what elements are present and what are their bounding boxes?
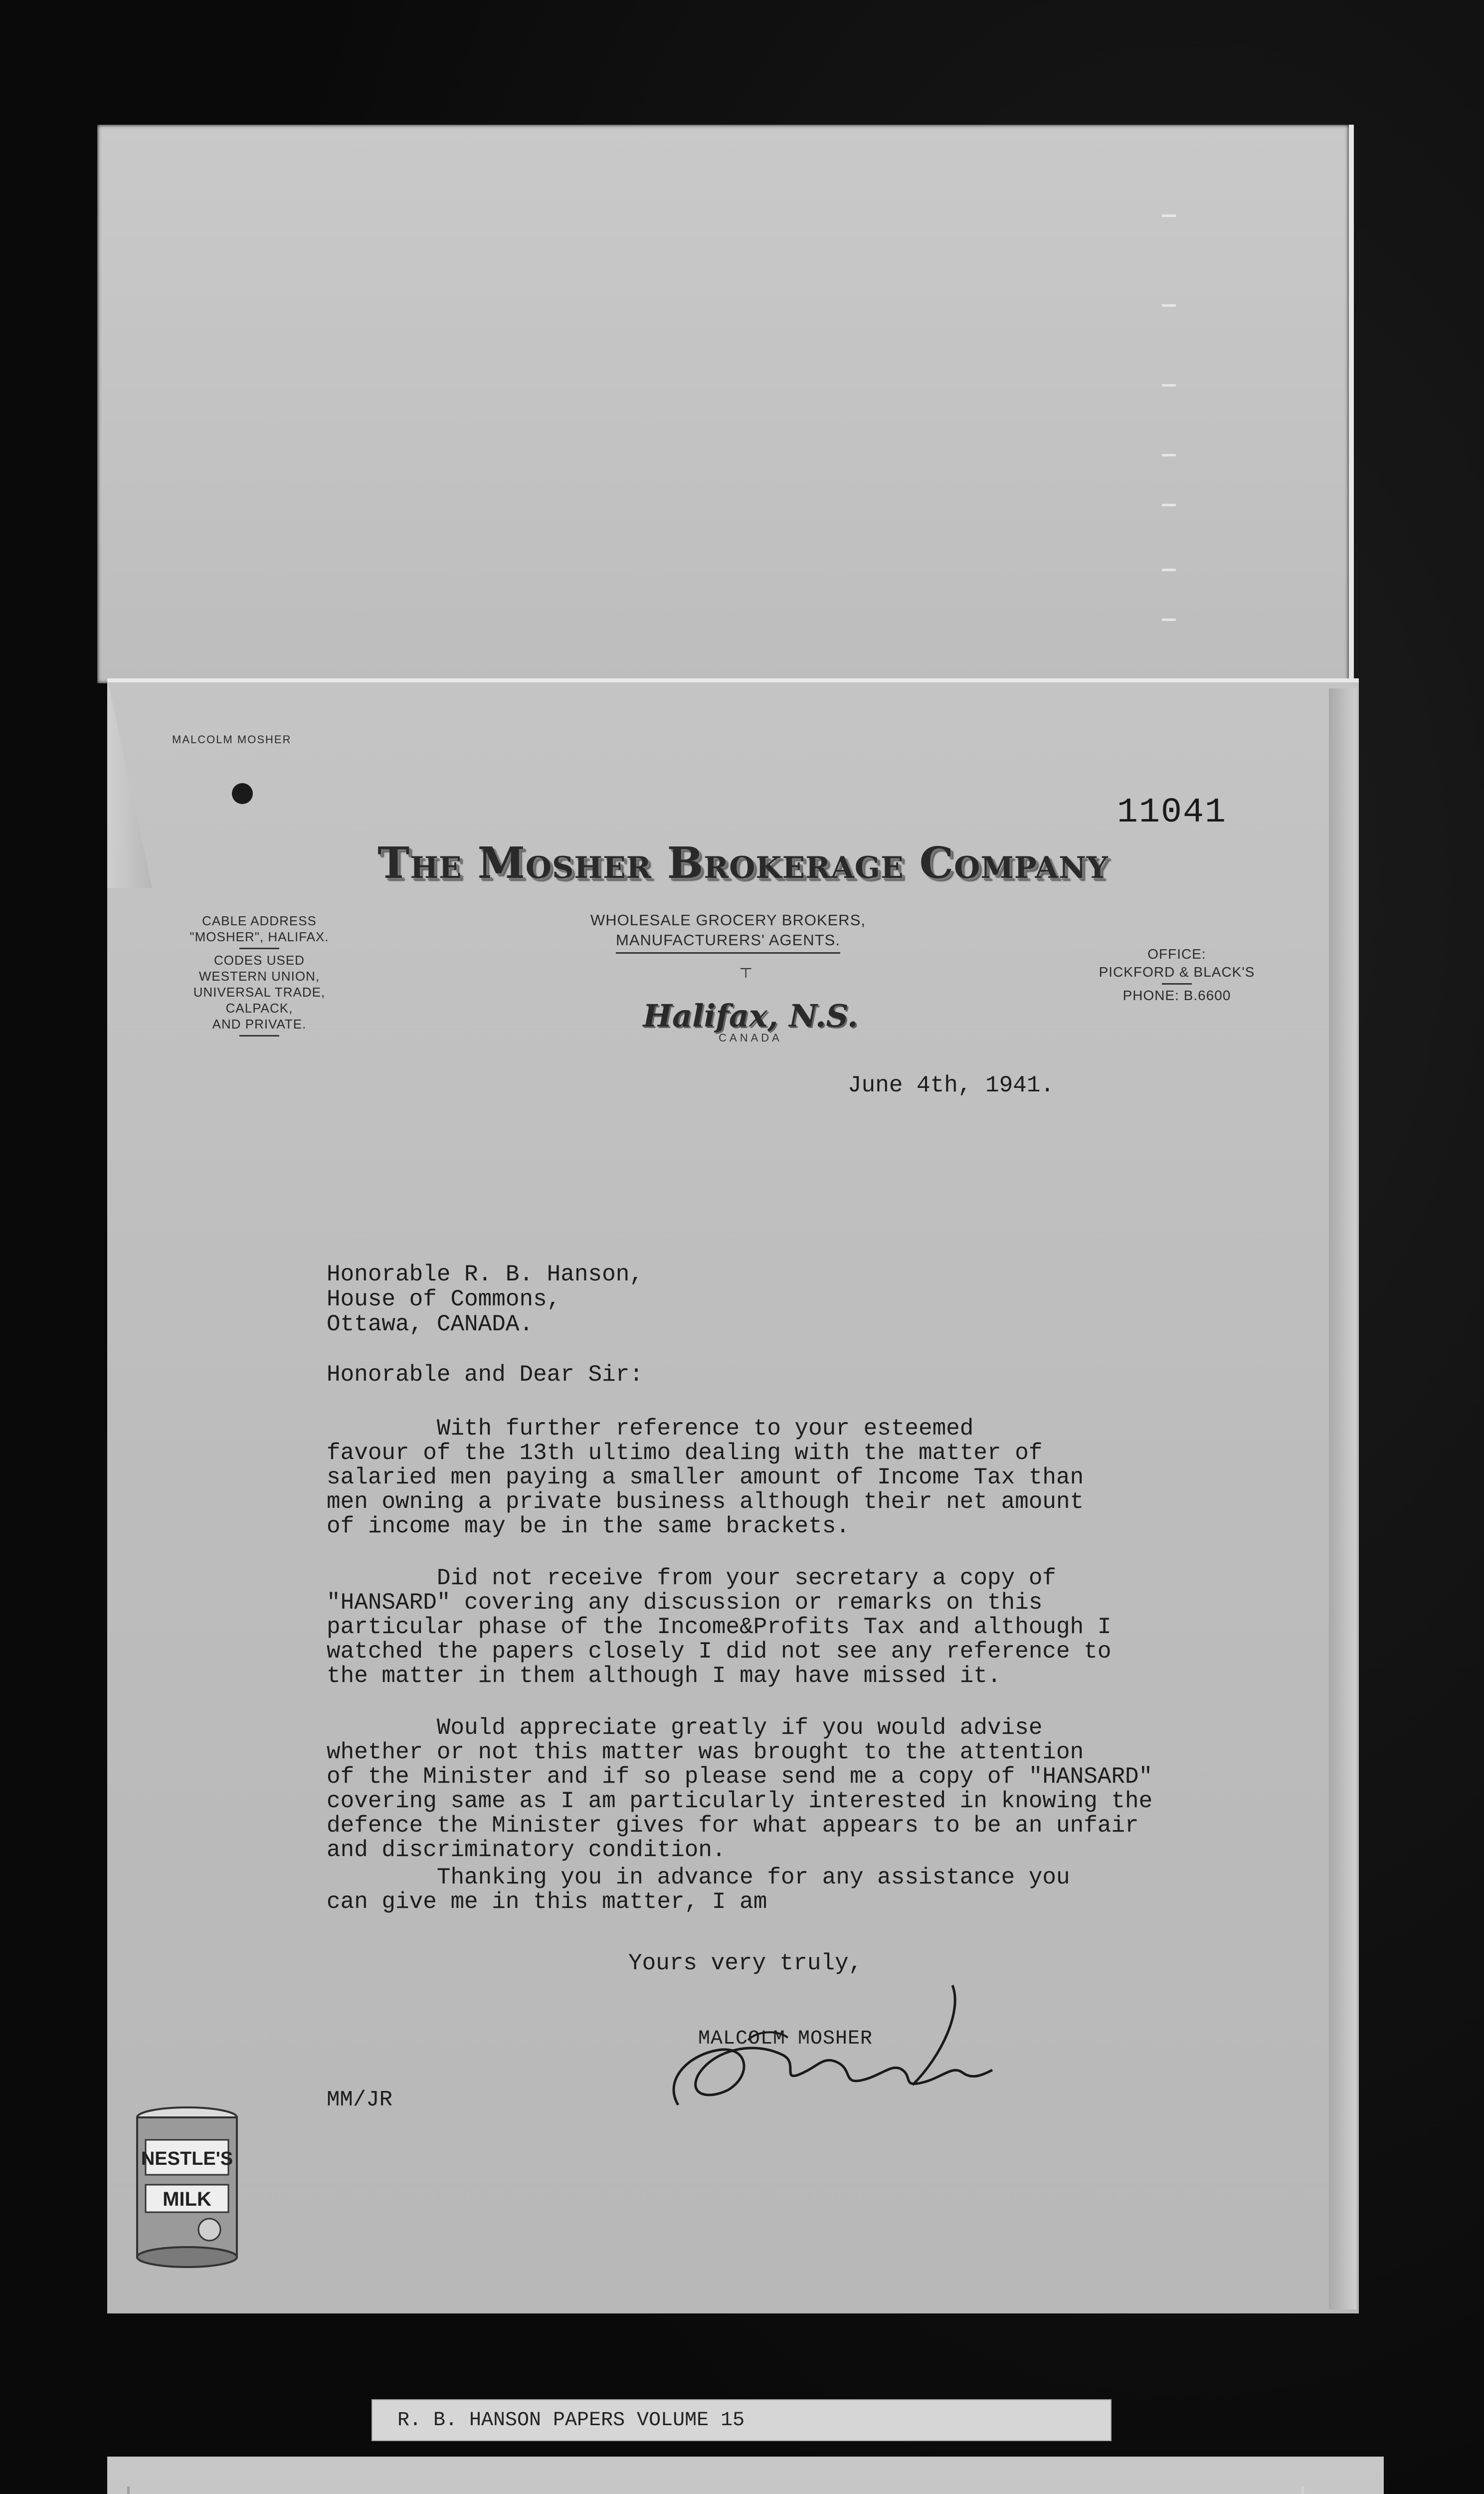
salutation: Honorable and Dear Sir: <box>327 1362 643 1388</box>
cable-line: CABLE ADDRESS <box>202 913 317 928</box>
address-line: Ottawa, CANADA. <box>327 1311 534 1337</box>
typist-initials: MM/JR <box>327 2087 393 2112</box>
back-sheet <box>97 125 1349 683</box>
archives-card <box>107 2457 1384 2494</box>
paragraph: With further reference to your esteemed favour of the 13th ultimo dealing with the matter of salaried men paying a smaller amount of Income Tax than men owning a private business although their net amount of income may be in the same brackets. <box>327 1416 1084 1539</box>
paragraph: Would appreciate greatly if you would advise whether or not this matter was brought to the attention of the Minister and if so please send me a copy of "HANSARD" covering same as I am particularly interested in knowing the defence the Minister gives for what appears to be an unfair and discriminatory condition. <box>327 1715 1153 1863</box>
punch-hole <box>232 783 253 804</box>
file-number: 11041 <box>1117 793 1227 832</box>
sheet-edge-strip <box>1329 688 1356 2309</box>
cable-line: "MOSHER", HALIFAX. <box>189 929 329 944</box>
business-line: MANUFACTURERS' AGENTS. <box>616 930 840 954</box>
margin-mark <box>1162 619 1176 621</box>
volume-label-text: R. B. HANSON PAPERS VOLUME 15 <box>397 2409 745 2432</box>
business-description <box>539 910 918 954</box>
margin-mark <box>1162 504 1176 506</box>
business-line: WHOLESALE GROCERY BROKERS, <box>590 911 866 929</box>
cable-line: UNIVERSAL TRADE, <box>193 985 326 1000</box>
handwritten-signature <box>633 1955 1042 2120</box>
cable-codes-block <box>150 913 369 1039</box>
margin-mark <box>1162 569 1176 571</box>
office-line: PHONE: B.6600 <box>1122 988 1231 1003</box>
ornament-mark: ┬ <box>741 960 751 977</box>
cable-line: AND PRIVATE. <box>212 1017 307 1032</box>
card-edge <box>1301 2487 1304 2494</box>
margin-mark <box>1162 214 1176 217</box>
city-name: Halifax, N.S. <box>643 998 858 1034</box>
divider <box>1162 983 1192 985</box>
cable-line: CODES USED <box>214 953 305 968</box>
margin-mark <box>1162 304 1176 307</box>
address-line: Honorable R. B. Hanson, <box>327 1261 643 1287</box>
can-product: MILK <box>163 2188 211 2210</box>
margin-mark <box>1162 454 1176 456</box>
back-sheet-edge <box>1349 125 1354 683</box>
paragraph: Thanking you in advance for any assistance you can give me in this matter, I am <box>327 1865 1070 1915</box>
office-line: PICKFORD & BLACK'S <box>1099 964 1255 980</box>
company-name: The Mosher Brokerage Company <box>377 838 1109 888</box>
letter-date: June 4th, 1941. <box>848 1072 1055 1098</box>
card-edge <box>127 2487 130 2494</box>
complimentary-close: Yours very truly, <box>628 1950 863 1976</box>
volume-label <box>371 2399 1112 2441</box>
office-line: OFFICE: <box>1147 946 1206 962</box>
margin-mark <box>1162 384 1176 387</box>
divider <box>239 1035 279 1037</box>
recipient-tag: MALCOLM MOSHER <box>172 733 292 746</box>
address-line: House of Commons, <box>327 1286 561 1312</box>
divider <box>239 948 279 949</box>
cable-line: CALPACK, <box>225 1001 293 1016</box>
cable-line: WESTERN UNION, <box>198 969 320 984</box>
milk-can-ad <box>135 2105 239 2270</box>
country-name: CANADA <box>719 1032 782 1044</box>
paragraph: Did not receive from your secretary a copy of "HANSARD" covering any discussion or remarks on this particular phase of the Income&Profits Tax and although I watched the papers closely I did not see any reference to the matter in them although I may have missed it. <box>327 1565 1112 1689</box>
recipient-address <box>327 1262 643 1337</box>
can-brand: NESTLE'S <box>141 2148 233 2169</box>
signer-name: MALCOLM MOSHER <box>698 2028 873 2050</box>
office-block <box>1067 945 1287 1005</box>
